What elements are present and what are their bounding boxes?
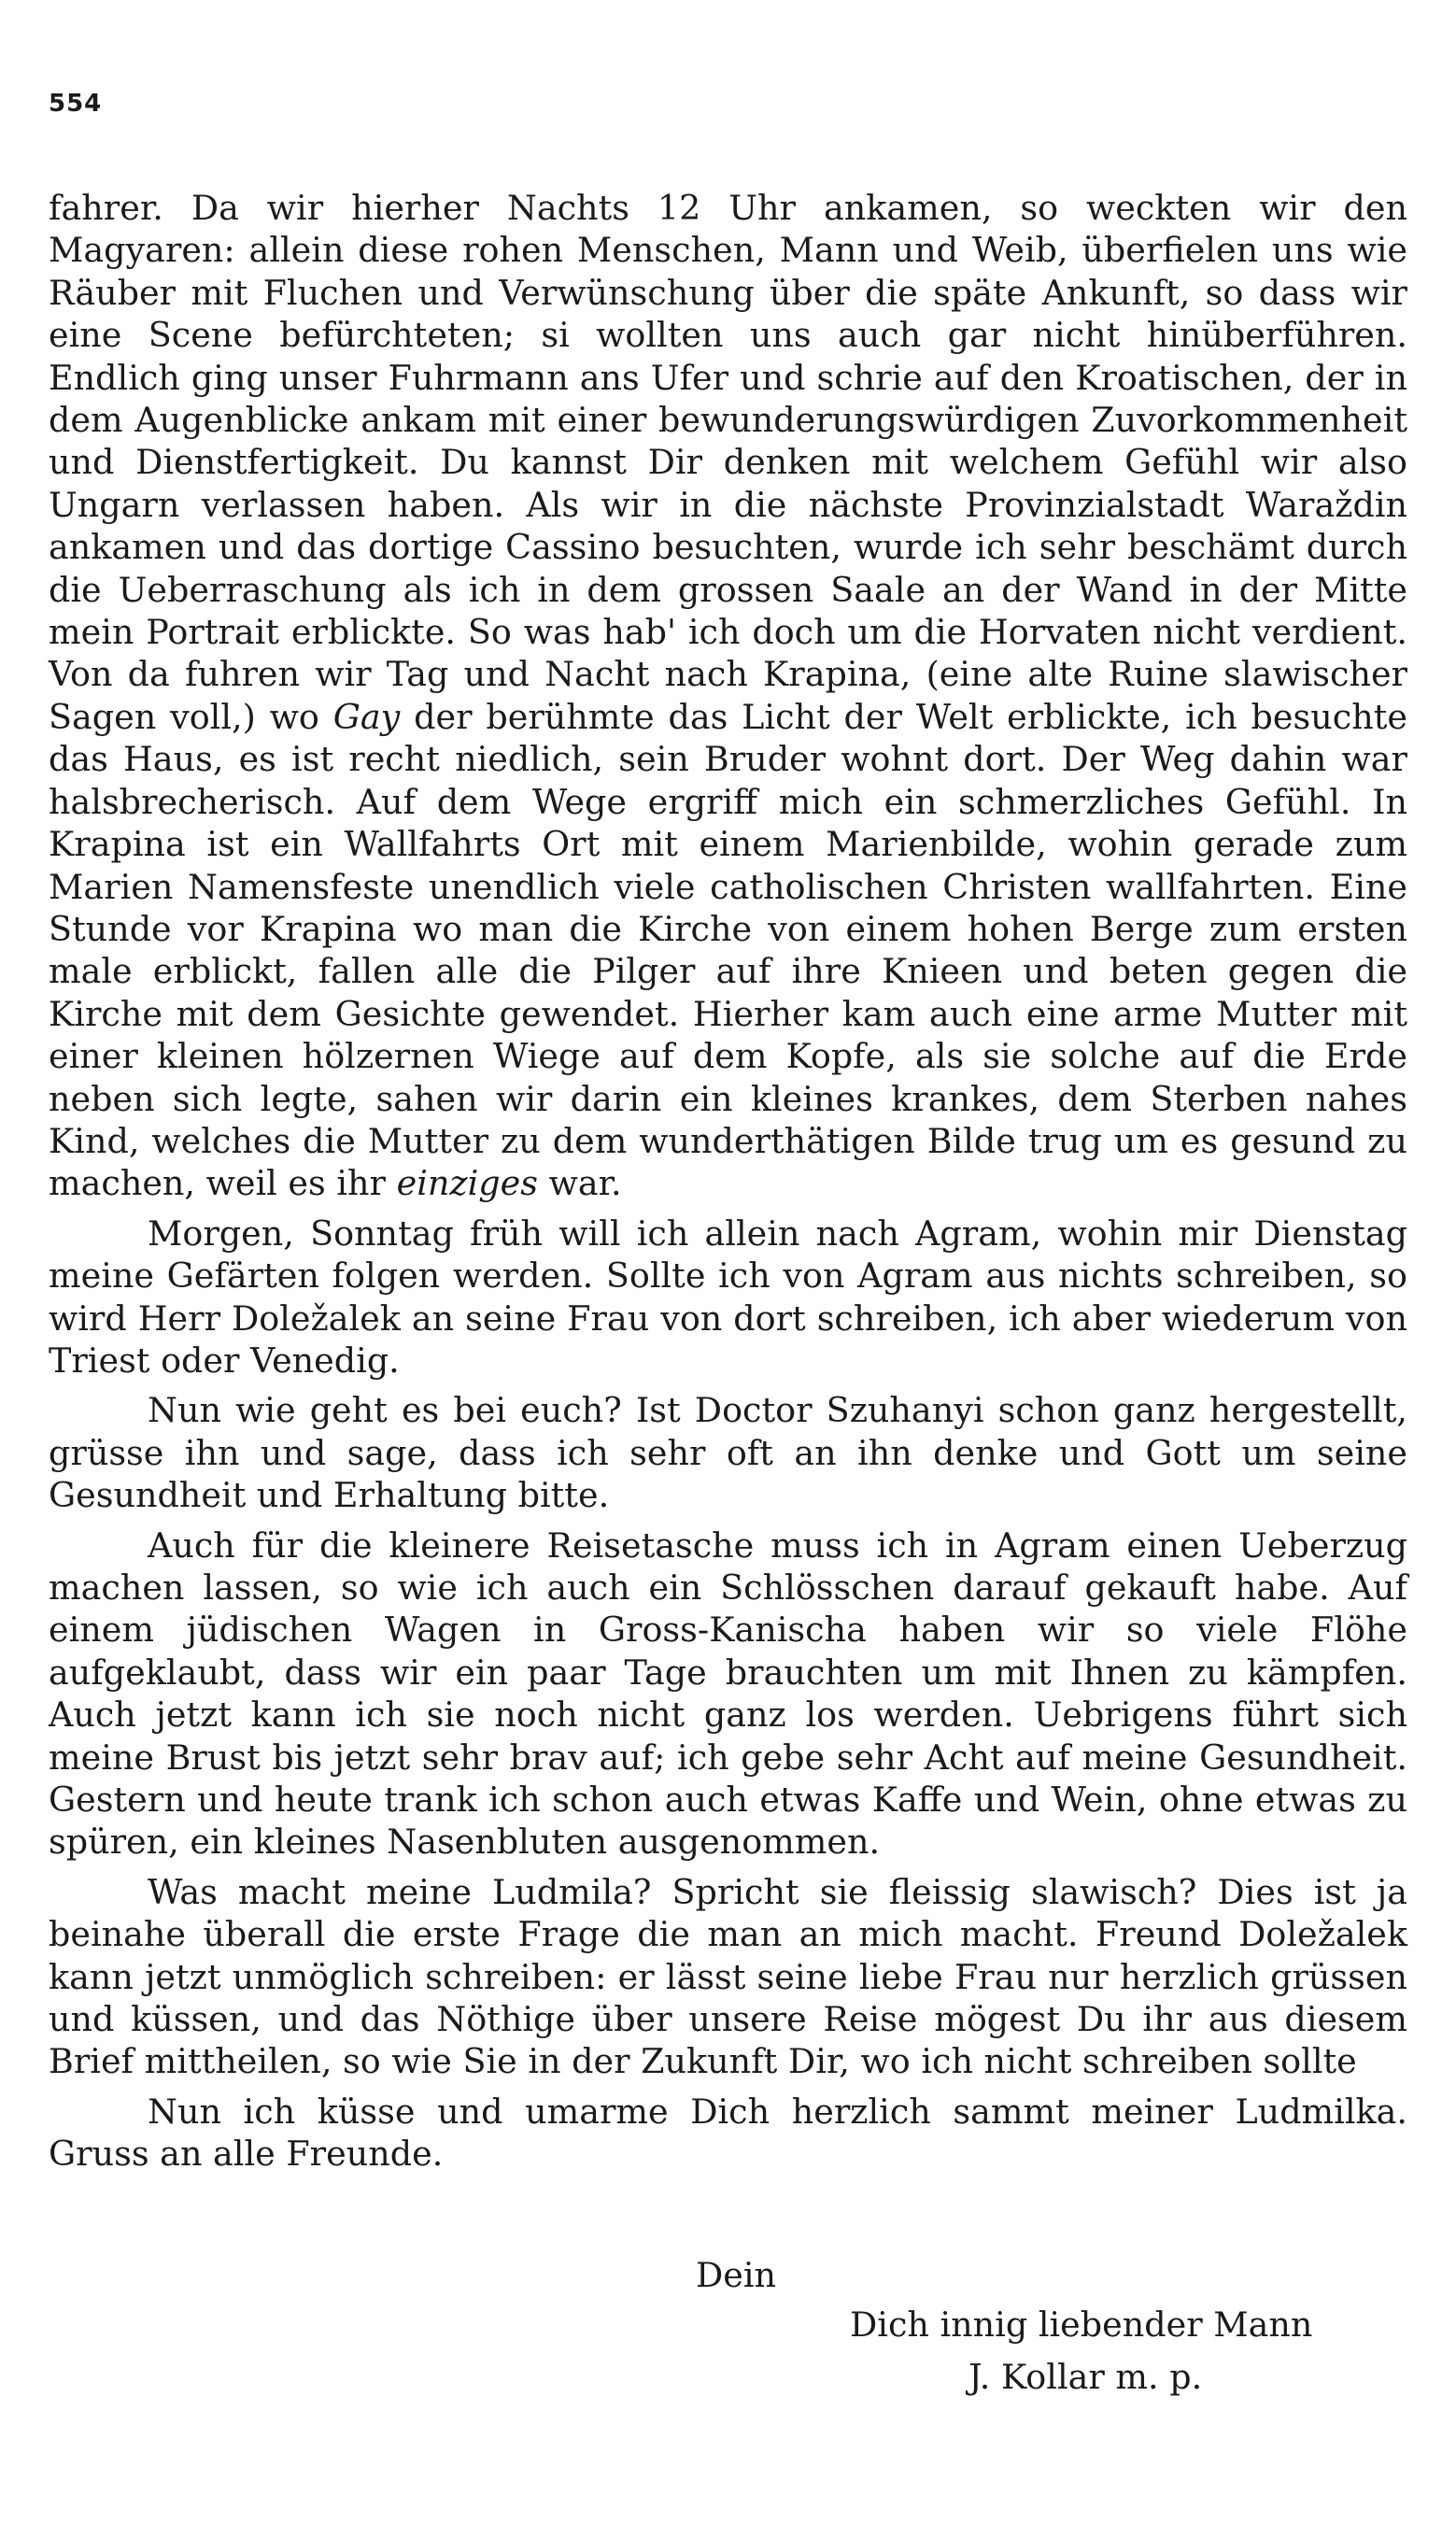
paragraph-1-part-a: fahrer. Da wir hierher Nachts 12 Uhr ankamen, so weckten wir den Magyaren: allein diese rohen Menschen, Mann und Weib, überfielen uns wie Räuber mit Fluchen und Verwünschung über die späte Ankunft, so dass wir eine Scene befürchteten; si wollten uns auch gar nicht hinüberführen. Endlich ging unser Fuhrmann ans Ufer und schrie auf den Kroatischen, der in dem Augenblicke ankam mit einer bewunderungswürdigen Zuvorkommenheit und Dienstfertigkeit. Du kannst Dir denken mit welchem Gefühl wir also Ungarn verlassen haben. Als wir in die nächste Provinzialstadt Waraždin ankamen und das dortige Cassino besuchten, wurde ich sehr beschämt durch die Ueberraschung als ich in dem grossen Saale an der Wand in der Mitte mein Portrait erblickte. So was hab' ich doch um die Horvaten nicht verdient. Von da fuhren wir Tag und Nacht nach Krapina, (eine alte Ruine slawischer Sagen voll,) wo bbox=[49, 188, 1407, 737]
paragraph-4: Auch für die kleinere Reisetasche muss ich in Agram einen Ueberzug machen lassen, so wie ich auch ein Schlösschen darauf gekauft habe. Auf einem jüdischen Wagen in Gross-Kanischa haben wir so viele Flöhe aufgeklaubt, dass wir ein paar Tage brauchten um mit Ihnen zu kämpfen. Auch jetzt kann ich sie noch nicht ganz los werden. Uebrigens führt sich meine Brust bis jetzt sehr brav auf; ich gebe sehr Acht auf meine Gesundheit. Gestern und heute trank ich schon auch etwas Kaffe und Wein, ohne etwas zu spüren, ein kleines Nasenbluten ausgenommen. bbox=[49, 1524, 1407, 1863]
closing-dein: Dein bbox=[696, 2255, 777, 2295]
paragraph-2: Morgen, Sonntag früh will ich allein nach Agram, wohin mir Dienstag meine Gefärten folgen werden. Sollte ich von Agram aus nichts schreiben, so wird Herr Doležalek an seine Frau von dort schreiben, ich aber wiederum von Triest oder Venedig. bbox=[49, 1212, 1407, 1381]
letter-body bbox=[49, 187, 1407, 2183]
paragraph-1-part-c: war. bbox=[537, 1163, 622, 1204]
closing-liebend: Dich innig liebender Mann bbox=[850, 2304, 1313, 2345]
paragraph-6: Nun ich küsse und umarme Dich herzlich sammt meiner Ludmilka. Gruss an alle Freunde. bbox=[49, 2091, 1407, 2175]
signature: J. Kollar m. p. bbox=[968, 2357, 1203, 2397]
word-einziges: einziges bbox=[396, 1163, 538, 1204]
page-number: 554 bbox=[49, 90, 103, 118]
paragraph-3: Nun wie geht es bei euch? Ist Doctor Szuhanyi schon ganz hergestellt, grüsse ihn und sage, dass ich sehr oft an ihn denke und Gott um seine Gesundheit und Erhaltung bitte. bbox=[49, 1390, 1407, 1516]
paragraph-1 bbox=[49, 187, 1407, 1205]
paragraph-1-part-b: der berühmte das Licht der Welt erblickte, ich besuchte das Haus, es ist recht niedlich, sein Bruder wohnt dort. Der Weg dahin war halsbrecherisch. Auf dem Wege ergriff mich ein schmerzliches Gefühl. In Krapina ist ein Wallfahrts Ort mit einem Marienbilde, wohin gerade zum Marien Namensfeste unendlich viele catholischen Christen wallfahrten. Eine Stunde vor Krapina wo man die Kirche von einem hohen Berge zum ersten male erblickt, fallen alle die Pilger auf ihre Knieen und beten gegen die Kirche mit dem Gesichte gewendet. Hierher kam auch eine arme Mutter mit einer kleinen hölzernen Wiege auf dem Kopfe, als sie solche auf die Erde neben sich legte, sahen wir darin ein kleines krankes, dem Sterben nahes Kind, welches die Mutter zu dem wunderthätigen Bilde trug um es gesund zu machen, weil es ihr bbox=[49, 696, 1407, 1204]
paragraph-5: Was macht meine Ludmila? Spricht sie fleissig slawisch? Dies ist ja beinahe überall die erste Frage die man an mich macht. Freund Doležalek kann jetzt unmöglich schreiben: er lässt seine liebe Frau nur herzlich grüssen und küssen, und das Nöthige über unsere Reise mögest Du ihr aus diesem Brief mittheilen, so wie Sie in der Zukunft Dir, wo ich nicht schreiben sollte bbox=[49, 1871, 1407, 2082]
name-gay: Gay bbox=[332, 696, 401, 737]
